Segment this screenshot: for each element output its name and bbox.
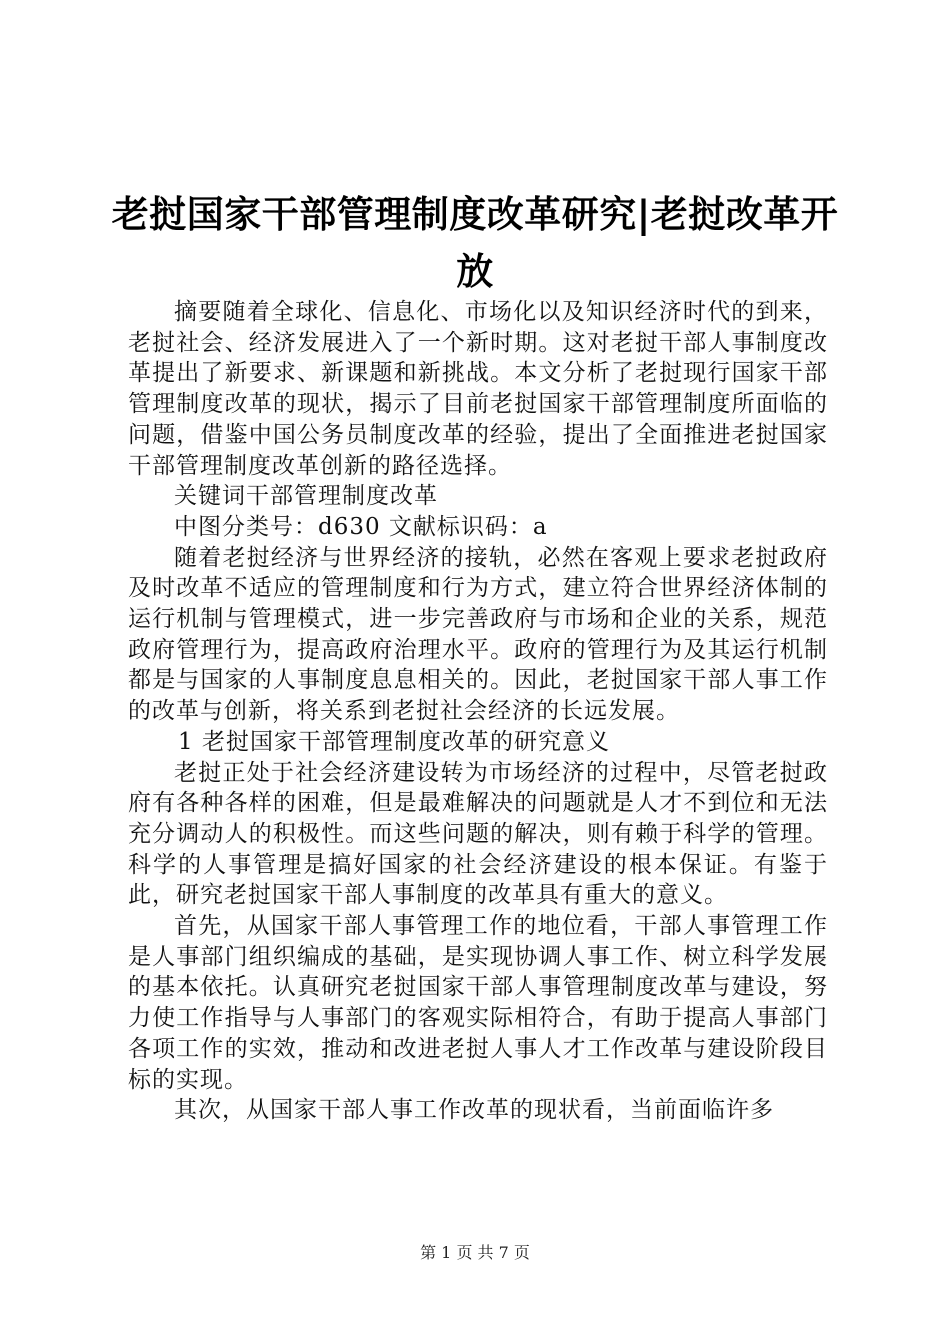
body-paragraph: 首先，从国家干部人事管理工作的地位看，干部人事管理工作是人事部门组织编成的基础，是实现协调人事工作、树立科学发展的基本依托。认真研究老挝国家干部人事管理制度改革与建设，努力使工作指导与人事部门的客观实际相符合，有助于提高人事部门各项工作的实效，推动和改进老挝人事人才工作改革与建设阶段目标的实现。 <box>128 913 828 1093</box>
body-paragraph: 老挝正处于社会经济建设转为市场经济的过程中，尽管老挝政府有各种各样的困难，但是最难解决的问题就是人才不到位和无法充分调动人的积极性。而这些问题的解决，则有赖于科学的管理。科学的人事管理是搞好国家的社会经济建设的根本保证。有鉴于此，研究老挝国家干部人事制度的改革具有重大的意义。 <box>128 759 828 909</box>
body-paragraph: 其次，从国家干部人事工作改革的现状看，当前面临许多 <box>174 1097 774 1124</box>
document-title: 老挝国家干部管理制度改革研究|老挝改革开放 <box>111 193 839 293</box>
keywords-line: 关键词干部管理制度改革 <box>174 483 438 510</box>
page-footer: 第 1 页 共 7 页 <box>420 1243 530 1262</box>
classification-line: 中图分类号：d630 文献标识码：a <box>174 513 548 540</box>
document-body <box>128 297 828 1126</box>
abstract-paragraph: 摘要随着全球化、信息化、市场化以及知识经济时代的到来，老挝社会、经济发展进入了一个新时期。这对老挝干部人事制度改革提出了新要求、新课题和新挑战。本文分析了老挝现行国家干部管理制度改革的现状，揭示了目前老挝国家干部管理制度所面临的问题，借鉴中国公务员制度改革的经验，提出了全面推进老挝国家干部管理制度改革创新的路径选择。 <box>128 299 828 479</box>
body-paragraph: 随着老挝经济与世界经济的接轨，必然在客观上要求老挝政府及时改革不适应的管理制度和行为方式，建立符合世界经济体制的运行机制与管理模式，进一步完善政府与市场和企业的关系，规范政府管理行为，提高政府治理水平。政府的管理行为及其运行机制都是与国家的人事制度息息相关的。因此，老挝国家干部人事工作的改革与创新，将关系到老挝社会经济的长远发展。 <box>128 544 828 725</box>
section-heading: 1 老挝国家干部管理制度改革的研究意义 <box>178 728 610 755</box>
